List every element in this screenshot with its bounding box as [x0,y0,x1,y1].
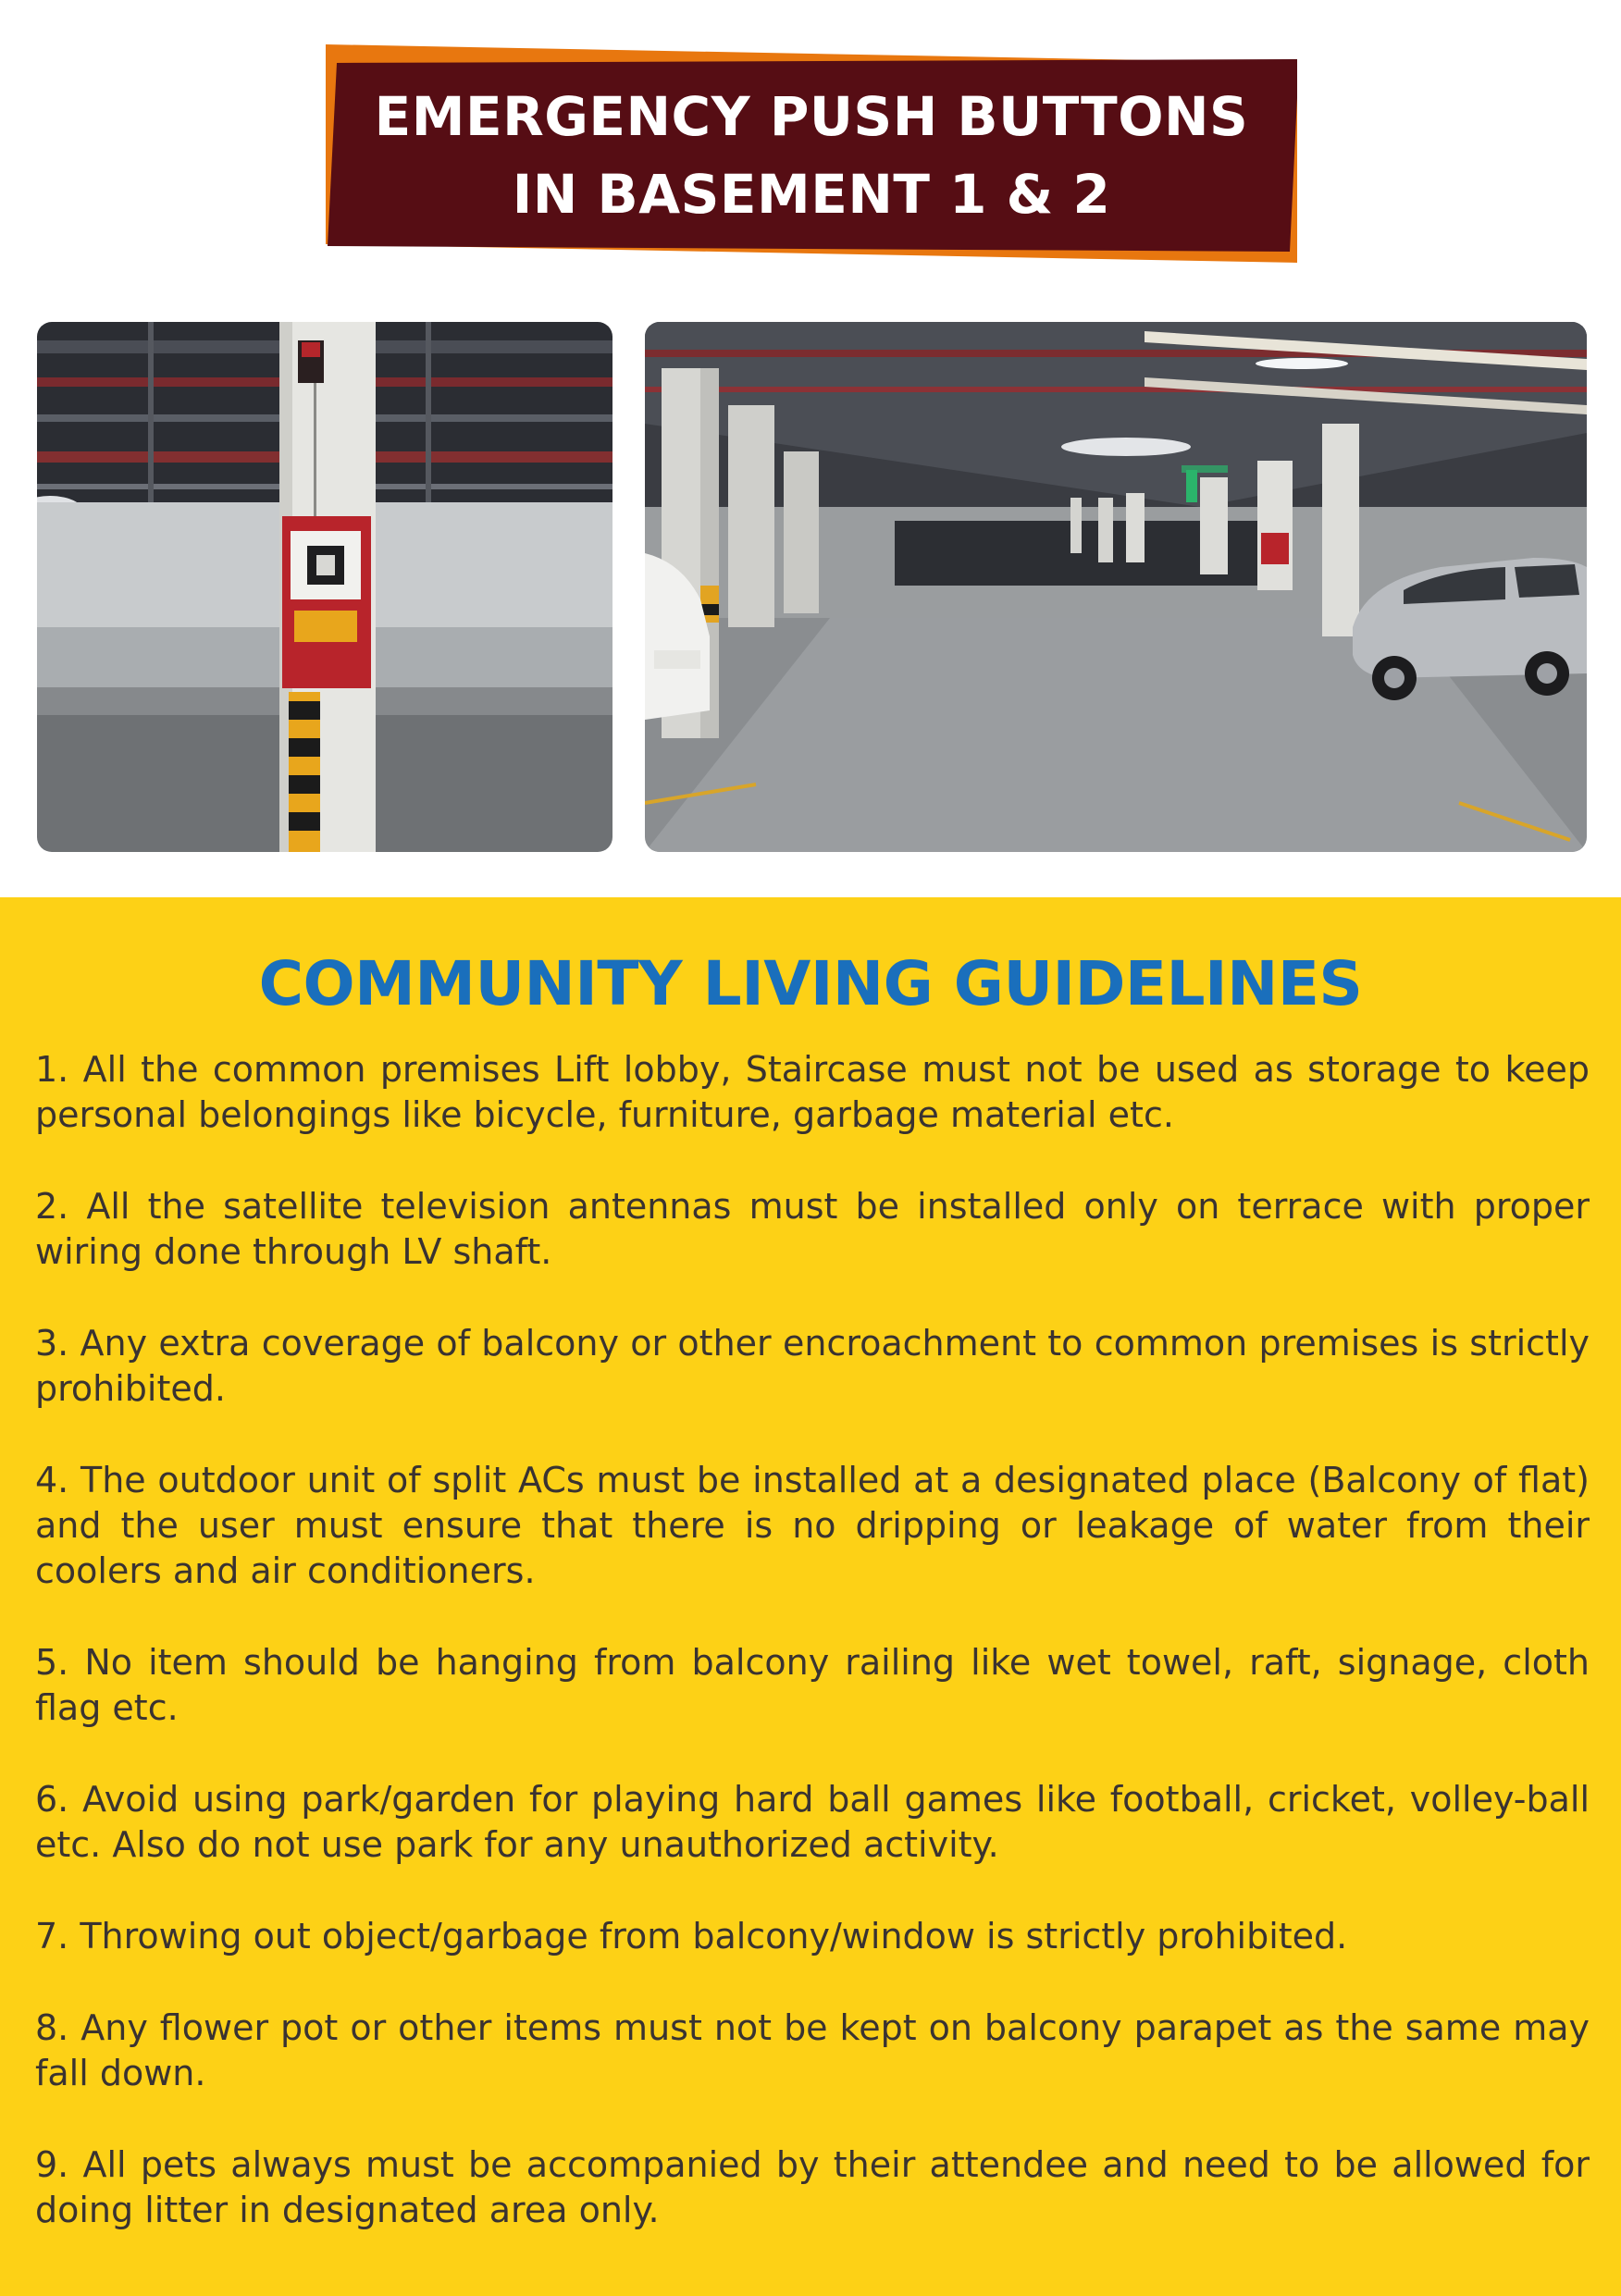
guidelines-title: COMMUNITY LIVING GUIDELINES [258,948,1363,1019]
banner-title-line1: EMERGENCY PUSH BUTTONS [374,85,1249,148]
guideline-item-2: 2. All the satellite television antennas must be installed only on terrace with proper wiring done through LV shaft. [35,1186,1590,1272]
guideline-item-4: 4. The outdoor unit of split ACs must be installed at a designated place (Balcony of flat) and the user must ensure that there is no dripping or leakage of water from their coolers and air conditioners. [35,1460,1590,1591]
guideline-item-3: 3. Any extra coverage of balcony or other encroachment to common premises is strictly prohibited. [35,1323,1590,1409]
guideline-item-9: 9. All pets always must be accompanied by their attendee and need to be allowed for doing litter in designated area only. [35,2144,1590,2230]
banner-title [326,78,1297,233]
photo-basement-parking [645,322,1587,852]
guideline-item-1: 1. All the common premises Lift lobby, Staircase must not be used as storage to keep personal belongings like bicycle, furniture, garbage material etc. [35,1049,1590,1135]
guideline-item-5: 5. No item should be hanging from balcony railing like wet towel, raft, signage, cloth flag etc. [35,1642,1590,1728]
banner-title-line2: IN BASEMENT 1 & 2 [512,163,1111,226]
guidelines-section [0,897,1621,2296]
guideline-item-6: 6. Avoid using park/garden for playing hard ball games like football, cricket, volley-ball etc. Also do not use park for any unauthorized activity. [35,1779,1590,1865]
guideline-item-7: 7. Throwing out object/garbage from balcony/window is strictly prohibited. [35,1916,1348,1957]
title-banner [326,43,1297,265]
photo-emergency-button-pillar [37,322,613,852]
guidelines-list [35,1047,1590,2279]
guideline-item-8: 8. Any flower pot or other items must not be kept on balcony parapet as the same may fall down. [35,2007,1590,2093]
